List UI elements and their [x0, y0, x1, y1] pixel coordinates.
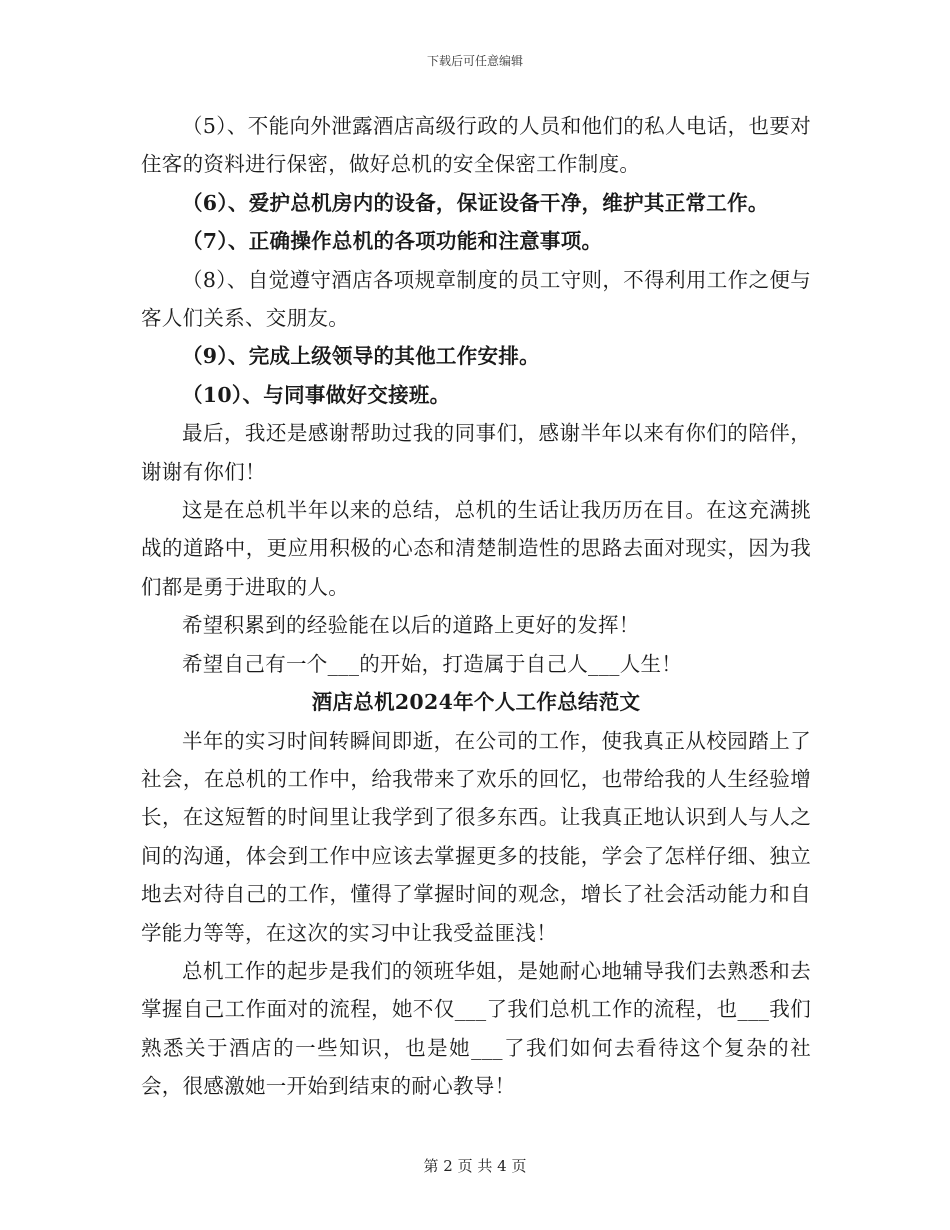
page-number: 第 2 页 共 4 页 [423, 1157, 527, 1175]
document-body [141, 107, 811, 1106]
page-header: 下载后可任意编辑 [426, 54, 523, 68]
paragraph-hope-start: 希望自己有一个___的开始，打造属于自己人___人生！ [182, 651, 683, 676]
paragraph-item-5: （5）、不能向外泄露酒店高级行政的人员和他们的私人电话，也要对住客的资料进行保密，做好总机的安全保密工作制度。 [141, 114, 811, 177]
paragraph-hope-experience: 希望积累到的经验能在以后的道路上更好的发挥！ [182, 613, 640, 638]
paragraph-supervisor: 总机工作的起步是我们的领班华姐，是她耐心地辅导我们去熟悉和去掌握自己工作面对的流程，她不仅___了我们总机工作的流程，也___我们熟悉关于酒店的一些知识，也是她___了我们如何去看待这个复杂的社会，很感激她一开始到结束的耐心教导！ [141, 958, 811, 1099]
section-title: 酒店总机2024年个人工作总结范文 [311, 690, 641, 715]
paragraph-item-10: （10）、与同事做好交接班。 [182, 382, 451, 407]
paragraph-item-8: （8）、自觉遵守酒店各项规章制度的员工守则，不得利用工作之便与客人们关系、交朋友。 [141, 267, 811, 331]
paragraph-summary: 这是在总机半年以来的总结，总机的生话让我历历在目。在这充满挑战的道路中，更应用积极的心态和清楚制造性的思路去面对现实，因为我们都是勇于进取的人。 [141, 498, 811, 599]
paragraph-item-6: （6）、爱护总机房内的设备，保证设备干净，维护其正常工作。 [182, 190, 769, 215]
paragraph-thanks: 最后，我还是感谢帮助过我的同事们，感谢半年以来有你们的陪伴，谢谢有你们！ [141, 421, 811, 484]
paragraph-item-7: （7）、正确操作总机的各项功能和注意事项。 [182, 229, 603, 254]
paragraph-internship: 半年的实习时间转瞬间即逝，在公司的工作，使我真正从校园踏上了社会，在总机的工作中，给我带来了欢乐的回忆，也带给我的人生经验增长，在这短暂的时间里让我学到了很多东西。让我真正地认识到人与人之间的沟通，体会到工作中应该去掌握更多的技能，学会了怎样仔细、独立地去对待自己的工作，懂得了掌握时间的观念，增长了社会活动能力和自学能力等等，在这次的实习中让我受益匪浅！ [141, 728, 811, 945]
paragraph-item-9: （9）、完成上级领导的其他工作安排。 [182, 344, 540, 369]
